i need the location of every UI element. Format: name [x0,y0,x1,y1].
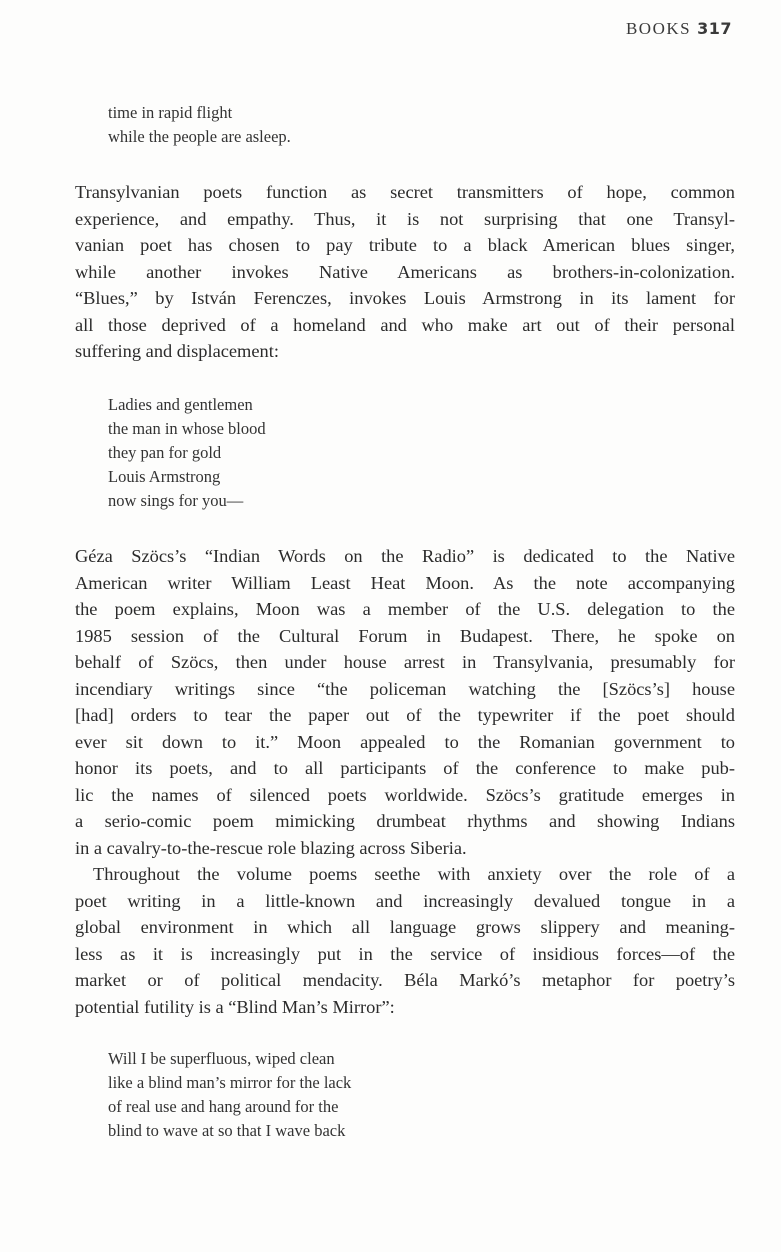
verse-line: Ladies and gentlemen [108,395,253,414]
paragraph-line: a serio-comic poem mimicking drumbeat rhythms and showing Indians [75,811,735,831]
paragraph-line: Transylvanian poets function as secret transmitters of hope, common [75,182,735,202]
verse-line: while the people are asleep. [108,127,291,146]
verse-line: Will I be superfluous, wiped clean [108,1049,335,1068]
paragraph-line: suffering and displacement: [75,341,279,361]
paragraph-line: global environment in which all language grows slippery and meaning- [75,917,735,937]
paragraph-line: while another invokes Native Americans as brothers-in-colonization. [75,261,735,282]
verse-line: now sings for you— [108,491,244,510]
running-head [626,19,732,39]
verse-line: time in rapid flight [108,103,233,122]
paragraph-line: Géza Szöcs’s “Indian Words on the Radio” is dedicated to the Native [75,546,735,566]
paragraph-line: all those deprived of a homeland and who make art out of their personal [75,314,735,335]
paragraph-line: incendiary writings since “the policeman watching the [Szöcs’s] house [75,678,735,699]
paragraph-2 [75,543,735,861]
paragraph-line: “Blues,” by István Ferenczes, invokes Louis Armstrong in its lament for [75,288,735,308]
paragraph-line: vanian poet has chosen to pay tribute to a black American blues singer, [75,235,735,255]
page-number: 317 [697,19,732,38]
verse-line: blind to wave at so that I wave back [108,1121,346,1140]
paragraph-line: honor its poets, and to all participants of the conference to make pub- [75,758,735,778]
paragraph-line: lic the names of silenced poets worldwide. Szöcs’s gratitude emerges in [75,784,735,805]
paragraph-line: ever sit down to it.” Moon appealed to the Romanian government to [75,731,735,752]
verse-line: of real use and hang around for the [108,1097,339,1116]
paragraph-line: potential futility is a “Blind Man’s Mirror”: [75,996,395,1017]
paragraph-line: the poem explains, Moon was a member of the U.S. delegation to the [75,599,735,619]
verse-excerpt-3 [108,1047,351,1143]
verse-line: they pan for gold [108,443,222,462]
paragraph-3 [75,861,735,1020]
paragraph-line: [had] orders to tear the paper out of the typewriter if the poet should [75,705,735,725]
paragraph-line: Throughout the volume poems seethe with anxiety over the role of a [93,864,735,884]
paragraph-line: American writer William Least Heat Moon. As the note accompanying [75,572,735,593]
verse-excerpt-1 [108,101,291,149]
verse-line: like a blind man’s mirror for the lack [108,1073,352,1092]
section-title: BOOKS [625,19,692,38]
paragraph-line: poet writing in a little-known and increasingly devalued tongue in a [75,890,735,911]
verse-excerpt-2 [108,393,266,513]
paragraph-line: 1985 session of the Cultural Forum in Budapest. There, he spoke on [75,625,735,646]
paragraph-line: less as it is increasingly put in the service of insidious forces—of the [75,943,735,964]
verse-line: Louis Armstrong [108,467,221,486]
paragraph-line: in a cavalry-to-the-rescue role blazing across Siberia. [75,837,467,858]
verse-line: the man in whose blood [108,419,266,438]
paragraph-line: experience, and empathy. Thus, it is not surprising that one Transyl- [75,208,735,229]
paragraph-line: behalf of Szöcs, then under house arrest in Transylvania, presumably for [75,652,735,672]
paragraph-line: market or of political mendacity. Béla Markó’s metaphor for poetry’s [75,970,735,990]
paragraph-1 [75,179,735,365]
